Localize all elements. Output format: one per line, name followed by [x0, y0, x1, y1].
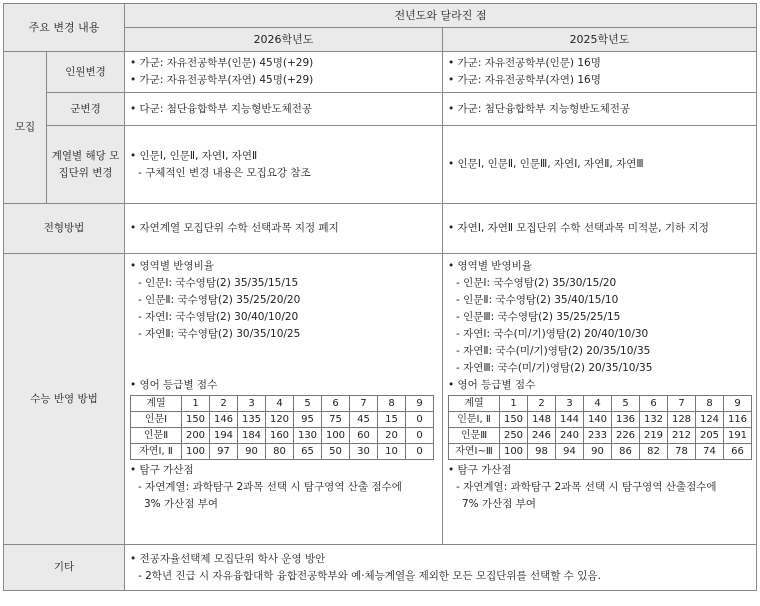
grade-cell: 50: [322, 444, 350, 460]
ratio-line: - 자연Ⅰ: 국수(미/기)영탐(2) 20/40/10/30: [456, 328, 649, 340]
grade-cell: 0: [406, 412, 434, 428]
grade-cell: 78: [668, 444, 696, 460]
grade-cell: 132: [640, 412, 668, 428]
unit-2026-cell: [125, 126, 443, 204]
etc-cell: [125, 545, 757, 591]
ratio-line: - 자연Ⅰ: 국수영탐(2) 30/40/10/20: [138, 311, 299, 323]
grade-cell: 0: [406, 444, 434, 460]
grade-cell: 97: [210, 444, 238, 460]
grade-cell: 150: [182, 412, 210, 428]
grade-cell: 205: [696, 428, 724, 444]
bonus-line: - 자연계열: 과학탐구 2과목 선택 시 탐구영역 산출 점수에: [138, 481, 402, 493]
grade-cell: 100: [182, 444, 210, 460]
grade-cell: 7: [350, 396, 378, 412]
grade-row: [131, 444, 434, 460]
grade-row: [131, 428, 434, 444]
grade-cell: 246: [528, 428, 556, 444]
bonus-line: 7% 가산점 부여: [462, 498, 537, 510]
grade-cell: 10: [378, 444, 406, 460]
grade-cell: 3: [556, 396, 584, 412]
ratio-line: - 인문Ⅰ: 국수영탐(2) 35/30/15/20: [456, 277, 617, 289]
grade-cell: 4: [266, 396, 294, 412]
screening-2025-cell: • 자연Ⅰ, 자연Ⅱ 모집단위 수학 선택과목 미적분, 기하 지정: [443, 204, 757, 254]
grade-cell: 9: [724, 396, 752, 412]
grade-cell: 184: [238, 428, 266, 444]
grade-cell: 150: [500, 412, 528, 428]
grade-cell: 66: [724, 444, 752, 460]
grade-cell: 74: [696, 444, 724, 460]
grade-cell: 인문Ⅰ, Ⅱ: [449, 412, 500, 428]
spacer: [130, 343, 437, 377]
grade-cell: 1: [500, 396, 528, 412]
grade-cell: 계열: [131, 396, 182, 412]
csat-2026-cell: [125, 254, 443, 545]
grade-row: [449, 444, 752, 460]
text-line: • 전공자율선택제 모집단위 학사 운영 방안: [130, 552, 326, 565]
group-2025-cell: [443, 93, 757, 126]
grade-cell: 7: [668, 396, 696, 412]
grade-row: [131, 412, 434, 428]
text-line: • 가군: 자유전공학부(자연) 16명: [448, 74, 601, 86]
csat-2025-cell: [443, 254, 757, 545]
grade-cell: 6: [640, 396, 668, 412]
grade-cell: 95: [294, 412, 322, 428]
ratio-title: • 영역별 반영비율: [130, 260, 214, 272]
grade-cell: 194: [210, 428, 238, 444]
ratio-line: - 자연Ⅱ: 국수(미/기)영탐(2) 20/35/10/35: [456, 345, 651, 357]
grade-cell: 6: [322, 396, 350, 412]
grade-cell: 250: [500, 428, 528, 444]
grade-cell: 98: [528, 444, 556, 460]
grade-cell: 2: [528, 396, 556, 412]
ratio-line: - 자연Ⅲ: 국수(미/기)영탐(2) 20/35/10/35: [456, 362, 653, 374]
grade-cell: 240: [556, 428, 584, 444]
grade-cell: 160: [266, 428, 294, 444]
grade-cell: 140: [584, 412, 612, 428]
recruit-2026-cell: [125, 52, 443, 93]
grade-cell: 30: [350, 444, 378, 460]
english-grade-table-2026: [130, 395, 434, 460]
ratio-title: • 영역별 반영비율: [448, 260, 532, 272]
grade-cell: 148: [528, 412, 556, 428]
english-title: • 영어 등급별 점수: [130, 379, 218, 391]
grade-cell: 1: [182, 396, 210, 412]
grade-cell: 124: [696, 412, 724, 428]
header-item-col: 주요 변경 내용: [4, 4, 125, 52]
grade-cell: 120: [266, 412, 294, 428]
grade-cell: 계열: [449, 396, 500, 412]
bonus-title: • 탐구 가산점: [130, 464, 194, 476]
recruit-2025-cell: [443, 52, 757, 93]
bonus-line: - 자연계열: 과학탐구 2과목 선택 시 탐구영역 산출점수에: [456, 481, 717, 493]
grade-cell: 144: [556, 412, 584, 428]
ratio-line: - 자연Ⅱ: 국수영탐(2) 30/35/10/25: [138, 328, 301, 340]
grade-cell: 94: [556, 444, 584, 460]
recruit-label: 모집: [4, 52, 47, 204]
text-line: • 인문Ⅰ, 인문Ⅱ, 자연Ⅰ, 자연Ⅱ: [130, 149, 258, 162]
grade-cell: 4: [584, 396, 612, 412]
grade-cell: 86: [612, 444, 640, 460]
english-grade-table-2025: [448, 395, 752, 460]
grade-cell: 136: [612, 412, 640, 428]
header-diff: 전년도와 달라진 점: [125, 4, 757, 28]
grade-cell: 자연Ⅰ, Ⅱ: [131, 444, 182, 460]
grade-cell: 65: [294, 444, 322, 460]
grade-cell: 3: [238, 396, 266, 412]
grade-cell: 45: [350, 412, 378, 428]
text-line: • 가군: 자유전공학부(인문) 45명(+29): [130, 57, 314, 69]
recruit-row-label: 인원변경: [47, 52, 125, 93]
bonus-line: 3% 가산점 부여: [144, 498, 219, 510]
text-line: • 다군: 첨단융합학부 지능형반도체전공: [130, 102, 313, 115]
group-2026-cell: [125, 93, 443, 126]
grade-cell: 0: [406, 428, 434, 444]
grade-cell: 80: [266, 444, 294, 460]
bonus-title: • 탐구 가산점: [448, 464, 512, 476]
grade-cell: 8: [378, 396, 406, 412]
header-2026: 2026학년도: [125, 28, 443, 52]
grade-cell: 82: [640, 444, 668, 460]
grade-row: [449, 412, 752, 428]
grade-cell: 135: [238, 412, 266, 428]
text-line: • 가군: 자유전공학부(인문) 16명: [448, 57, 601, 69]
recruit-row-label: 군변경: [47, 93, 125, 126]
grade-cell: 75: [322, 412, 350, 428]
ratio-line: - 인문Ⅱ: 국수영탐(2) 35/25/20/20: [138, 294, 301, 306]
grade-header-row: [449, 396, 752, 412]
screening-2026-cell: • 자연계열 모집단위 수학 선택과목 지정 폐지: [125, 204, 443, 254]
grade-cell: 233: [584, 428, 612, 444]
grade-cell: 219: [640, 428, 668, 444]
ratio-line: - 인문Ⅲ: 국수영탐(2) 35/25/25/15: [456, 311, 621, 323]
grade-cell: 9: [406, 396, 434, 412]
grade-cell: 226: [612, 428, 640, 444]
grade-cell: 212: [668, 428, 696, 444]
text-line: - 구체적인 변경 내용은 모집요강 참조: [138, 166, 311, 179]
grade-cell: 90: [238, 444, 266, 460]
text-line: • 가군: 자유전공학부(자연) 45명(+29): [130, 74, 314, 86]
grade-cell: 128: [668, 412, 696, 428]
grade-cell: 20: [378, 428, 406, 444]
grade-cell: 2: [210, 396, 238, 412]
grade-cell: 8: [696, 396, 724, 412]
text-line: - 2학년 진급 시 자유융합대학 융합전공학부와 예·체능계열을 제외한 모든 모집단위를 선택할 수 있음.: [138, 569, 601, 582]
grade-cell: 100: [322, 428, 350, 444]
grade-cell: 100: [500, 444, 528, 460]
text-line: • 가군: 첨단융합학부 지능형반도체전공: [448, 102, 631, 115]
grade-cell: 인문Ⅲ: [449, 428, 500, 444]
admissions-change-table: [3, 3, 757, 591]
grade-cell: 90: [584, 444, 612, 460]
recruit-row-label: 계열별 해당 모집단위 변경: [47, 126, 125, 204]
header-2025: 2025학년도: [443, 28, 757, 52]
grade-cell: 자연Ⅰ~Ⅲ: [449, 444, 500, 460]
grade-cell: 인문Ⅰ: [131, 412, 182, 428]
grade-cell: 116: [724, 412, 752, 428]
grade-row: [449, 428, 752, 444]
ratio-line: - 인문Ⅱ: 국수영탐(2) 35/40/15/10: [456, 294, 619, 306]
csat-label: 수능 반영 방법: [4, 254, 125, 545]
grade-cell: 146: [210, 412, 238, 428]
grade-cell: 인문Ⅱ: [131, 428, 182, 444]
ratio-line: - 인문Ⅰ: 국수영탐(2) 35/35/15/15: [138, 277, 299, 289]
grade-cell: 130: [294, 428, 322, 444]
unit-2025-cell: [443, 126, 757, 204]
grade-cell: 5: [294, 396, 322, 412]
grade-cell: 5: [612, 396, 640, 412]
text-line: • 인문Ⅰ, 인문Ⅱ, 인문Ⅲ, 자연Ⅰ, 자연Ⅱ, 자연Ⅲ: [448, 158, 644, 170]
screening-label: 전형방법: [4, 204, 125, 254]
english-title: • 영어 등급별 점수: [448, 379, 536, 391]
grade-cell: 200: [182, 428, 210, 444]
grade-header-row: [131, 396, 434, 412]
etc-label: 기타: [4, 545, 125, 591]
grade-cell: 60: [350, 428, 378, 444]
grade-cell: 15: [378, 412, 406, 428]
grade-cell: 191: [724, 428, 752, 444]
